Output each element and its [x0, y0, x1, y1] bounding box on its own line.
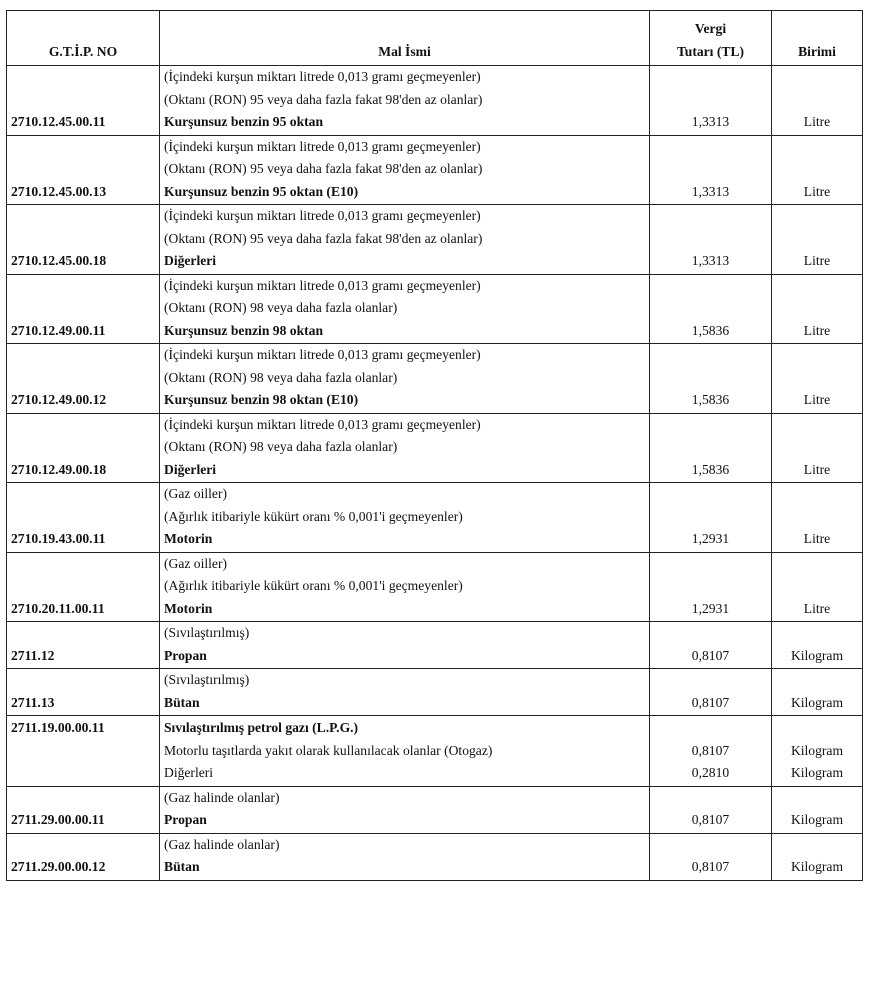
- product-desc-line: (Oktanı (RON) 95 veya daha fazla fakat 98'den az olanlar): [164, 230, 483, 246]
- product-name: Kurşunsuz benzin 98 oktan: [164, 322, 324, 338]
- unit: Litre: [772, 483, 863, 553]
- unit: Kilogram: [772, 786, 863, 833]
- table-row: [7, 552, 863, 622]
- table-row: [7, 344, 863, 414]
- table-row: [7, 483, 863, 553]
- gtip-code: 2711.29.00.00.11: [7, 786, 160, 833]
- tax-table: [6, 10, 863, 881]
- product-desc-line: (İçindeki kurşun miktarı litrede 0,013 gramı geçmeyenler): [164, 208, 481, 223]
- gtip-code: 2710.12.49.00.11: [7, 274, 160, 344]
- gtip-code: 2710.19.43.00.11: [7, 483, 160, 553]
- unit: Kilogram: [772, 669, 863, 716]
- product-desc-line: (İçindeki kurşun miktarı litrede 0,013 gramı geçmeyenler): [164, 69, 481, 84]
- product-desc-line: (Gaz oiller): [164, 555, 228, 571]
- tax-amount: [650, 716, 772, 787]
- header-name: Mal İsmi: [160, 11, 650, 66]
- gtip-code: 2710.12.45.00.11: [7, 66, 160, 136]
- lpg-sub-amount: 0,2810: [691, 765, 730, 780]
- table-row: [7, 786, 863, 833]
- product-name: Propan: [164, 647, 207, 663]
- spacer: [776, 717, 858, 740]
- table-row: [7, 66, 863, 136]
- product-desc-line: (Ağırlık itibariyle kükürt oranı % 0,001'i geçmeyenler): [164, 508, 463, 524]
- header-row: [7, 11, 863, 66]
- product-desc-line: (Oktanı (RON) 95 veya daha fazla fakat 98'den az olanlar): [164, 91, 483, 107]
- tax-amount: 0,8107: [650, 786, 772, 833]
- tax-amount: 1,5836: [650, 413, 772, 483]
- product-cell: [160, 135, 650, 205]
- header-unit: Birimi: [772, 11, 863, 66]
- product-cell: [160, 833, 650, 880]
- product-cell: [160, 274, 650, 344]
- header-tax: [650, 11, 772, 66]
- header-tax-line1: Vergi: [694, 21, 727, 36]
- lpg-sub-unit: Kilogram: [790, 765, 844, 780]
- product-desc-line: (Gaz halinde olanlar): [164, 836, 280, 852]
- lpg-sub-unit: Kilogram: [790, 742, 844, 758]
- unit: Kilogram: [772, 833, 863, 880]
- table-row: [7, 135, 863, 205]
- product-name: Bütan: [164, 694, 200, 710]
- table-row: [7, 413, 863, 483]
- gtip-code: 2710.12.49.00.12: [7, 344, 160, 414]
- product-cell: [160, 669, 650, 716]
- tax-amount: 1,5836: [650, 274, 772, 344]
- gtip-code: 2710.12.45.00.18: [7, 205, 160, 275]
- product-cell: [160, 205, 650, 275]
- product-name: Propan: [164, 812, 207, 827]
- unit: Litre: [772, 135, 863, 205]
- product-name: Kurşunsuz benzin 95 oktan (E10): [164, 183, 359, 199]
- tax-amount: 0,8107: [650, 833, 772, 880]
- table-row: [7, 274, 863, 344]
- lpg-sub-amount: 0,8107: [691, 742, 730, 758]
- table-row: [7, 669, 863, 716]
- table-row: [7, 205, 863, 275]
- header-code: G.T.İ.P. NO: [7, 11, 160, 66]
- product-name: Kurşunsuz benzin 95 oktan: [164, 114, 324, 129]
- product-desc-line: (İçindeki kurşun miktarı litrede 0,013 gramı geçmeyenler): [164, 347, 481, 362]
- product-desc-line: (İçindeki kurşun miktarı litrede 0,013 gramı geçmeyenler): [164, 138, 481, 154]
- product-cell: [160, 66, 650, 136]
- product-desc-line: (Oktanı (RON) 95 veya daha fazla fakat 98'den az olanlar): [164, 161, 483, 176]
- gtip-code: 2710.20.11.00.11: [7, 552, 160, 622]
- product-name: Bütan: [164, 859, 200, 874]
- product-desc-line: (Sıvılaştırılmış): [164, 625, 250, 640]
- product-name: Motorin: [164, 600, 213, 616]
- product-desc-line: (Ağırlık itibariyle kükürt oranı % 0,001'i geçmeyenler): [164, 578, 463, 593]
- table-row: [7, 622, 863, 669]
- tax-amount: 0,8107: [650, 622, 772, 669]
- table-row-lpg: [7, 716, 863, 787]
- lpg-sub-name: Diğerleri: [164, 765, 214, 780]
- tax-amount: 1,3313: [650, 135, 772, 205]
- unit: Litre: [772, 552, 863, 622]
- product-cell: [160, 344, 650, 414]
- product-desc-line: (Oktanı (RON) 98 veya daha fazla olanlar): [164, 300, 398, 315]
- lpg-sub-name: Motorlu taşıtlarda yakıt olarak kullanılacak olanlar (Otogaz): [164, 742, 493, 758]
- product-cell: [160, 716, 650, 787]
- product-desc-line: (İçindeki kurşun miktarı litrede 0,013 gramı geçmeyenler): [164, 277, 481, 293]
- spacer: [654, 717, 767, 740]
- gtip-code: 2711.13: [7, 669, 160, 716]
- product-cell: [160, 483, 650, 553]
- product-cell: [160, 622, 650, 669]
- unit: Litre: [772, 413, 863, 483]
- unit: Litre: [772, 344, 863, 414]
- gtip-code: 2711.29.00.00.12: [7, 833, 160, 880]
- product-desc-line: (Gaz oiller): [164, 486, 228, 501]
- product-name: Kurşunsuz benzin 98 oktan (E10): [164, 392, 359, 407]
- header-tax-line2: Tutarı (TL): [676, 43, 745, 59]
- product-desc-line: (Oktanı (RON) 98 veya daha fazla olanlar): [164, 369, 398, 385]
- product-desc-line: (Oktanı (RON) 98 veya daha fazla olanlar): [164, 439, 398, 454]
- gtip-code: 2710.12.49.00.18: [7, 413, 160, 483]
- gtip-code: 2710.12.45.00.13: [7, 135, 160, 205]
- unit: Litre: [772, 274, 863, 344]
- product-cell: [160, 786, 650, 833]
- table-row: [7, 833, 863, 880]
- gtip-code: 2711.12: [7, 622, 160, 669]
- table-body: [7, 66, 863, 881]
- product-cell: [160, 413, 650, 483]
- product-name: Motorin: [164, 531, 213, 546]
- gtip-code-text: 2711.19.00.00.11: [11, 720, 105, 735]
- tax-amount: 1,3313: [650, 205, 772, 275]
- product-desc-line: (Sıvılaştırılmış): [164, 672, 250, 687]
- product-desc-line: (Gaz halinde olanlar): [164, 789, 280, 805]
- product-name: Sıvılaştırılmış petrol gazı (L.P.G.): [164, 720, 359, 735]
- product-name: Diğerleri: [164, 253, 217, 268]
- unit: [772, 716, 863, 787]
- tax-amount: 1,5836: [650, 344, 772, 414]
- unit: Kilogram: [772, 622, 863, 669]
- product-desc-line: (İçindeki kurşun miktarı litrede 0,013 gramı geçmeyenler): [164, 416, 481, 432]
- unit: Litre: [772, 205, 863, 275]
- unit: Litre: [772, 66, 863, 136]
- product-cell: [160, 552, 650, 622]
- product-name: Diğerleri: [164, 461, 217, 477]
- tax-amount: 1,3313: [650, 66, 772, 136]
- tax-amount: 0,8107: [650, 669, 772, 716]
- gtip-code: [7, 716, 160, 787]
- tax-amount: 1,2931: [650, 552, 772, 622]
- tax-amount: 1,2931: [650, 483, 772, 553]
